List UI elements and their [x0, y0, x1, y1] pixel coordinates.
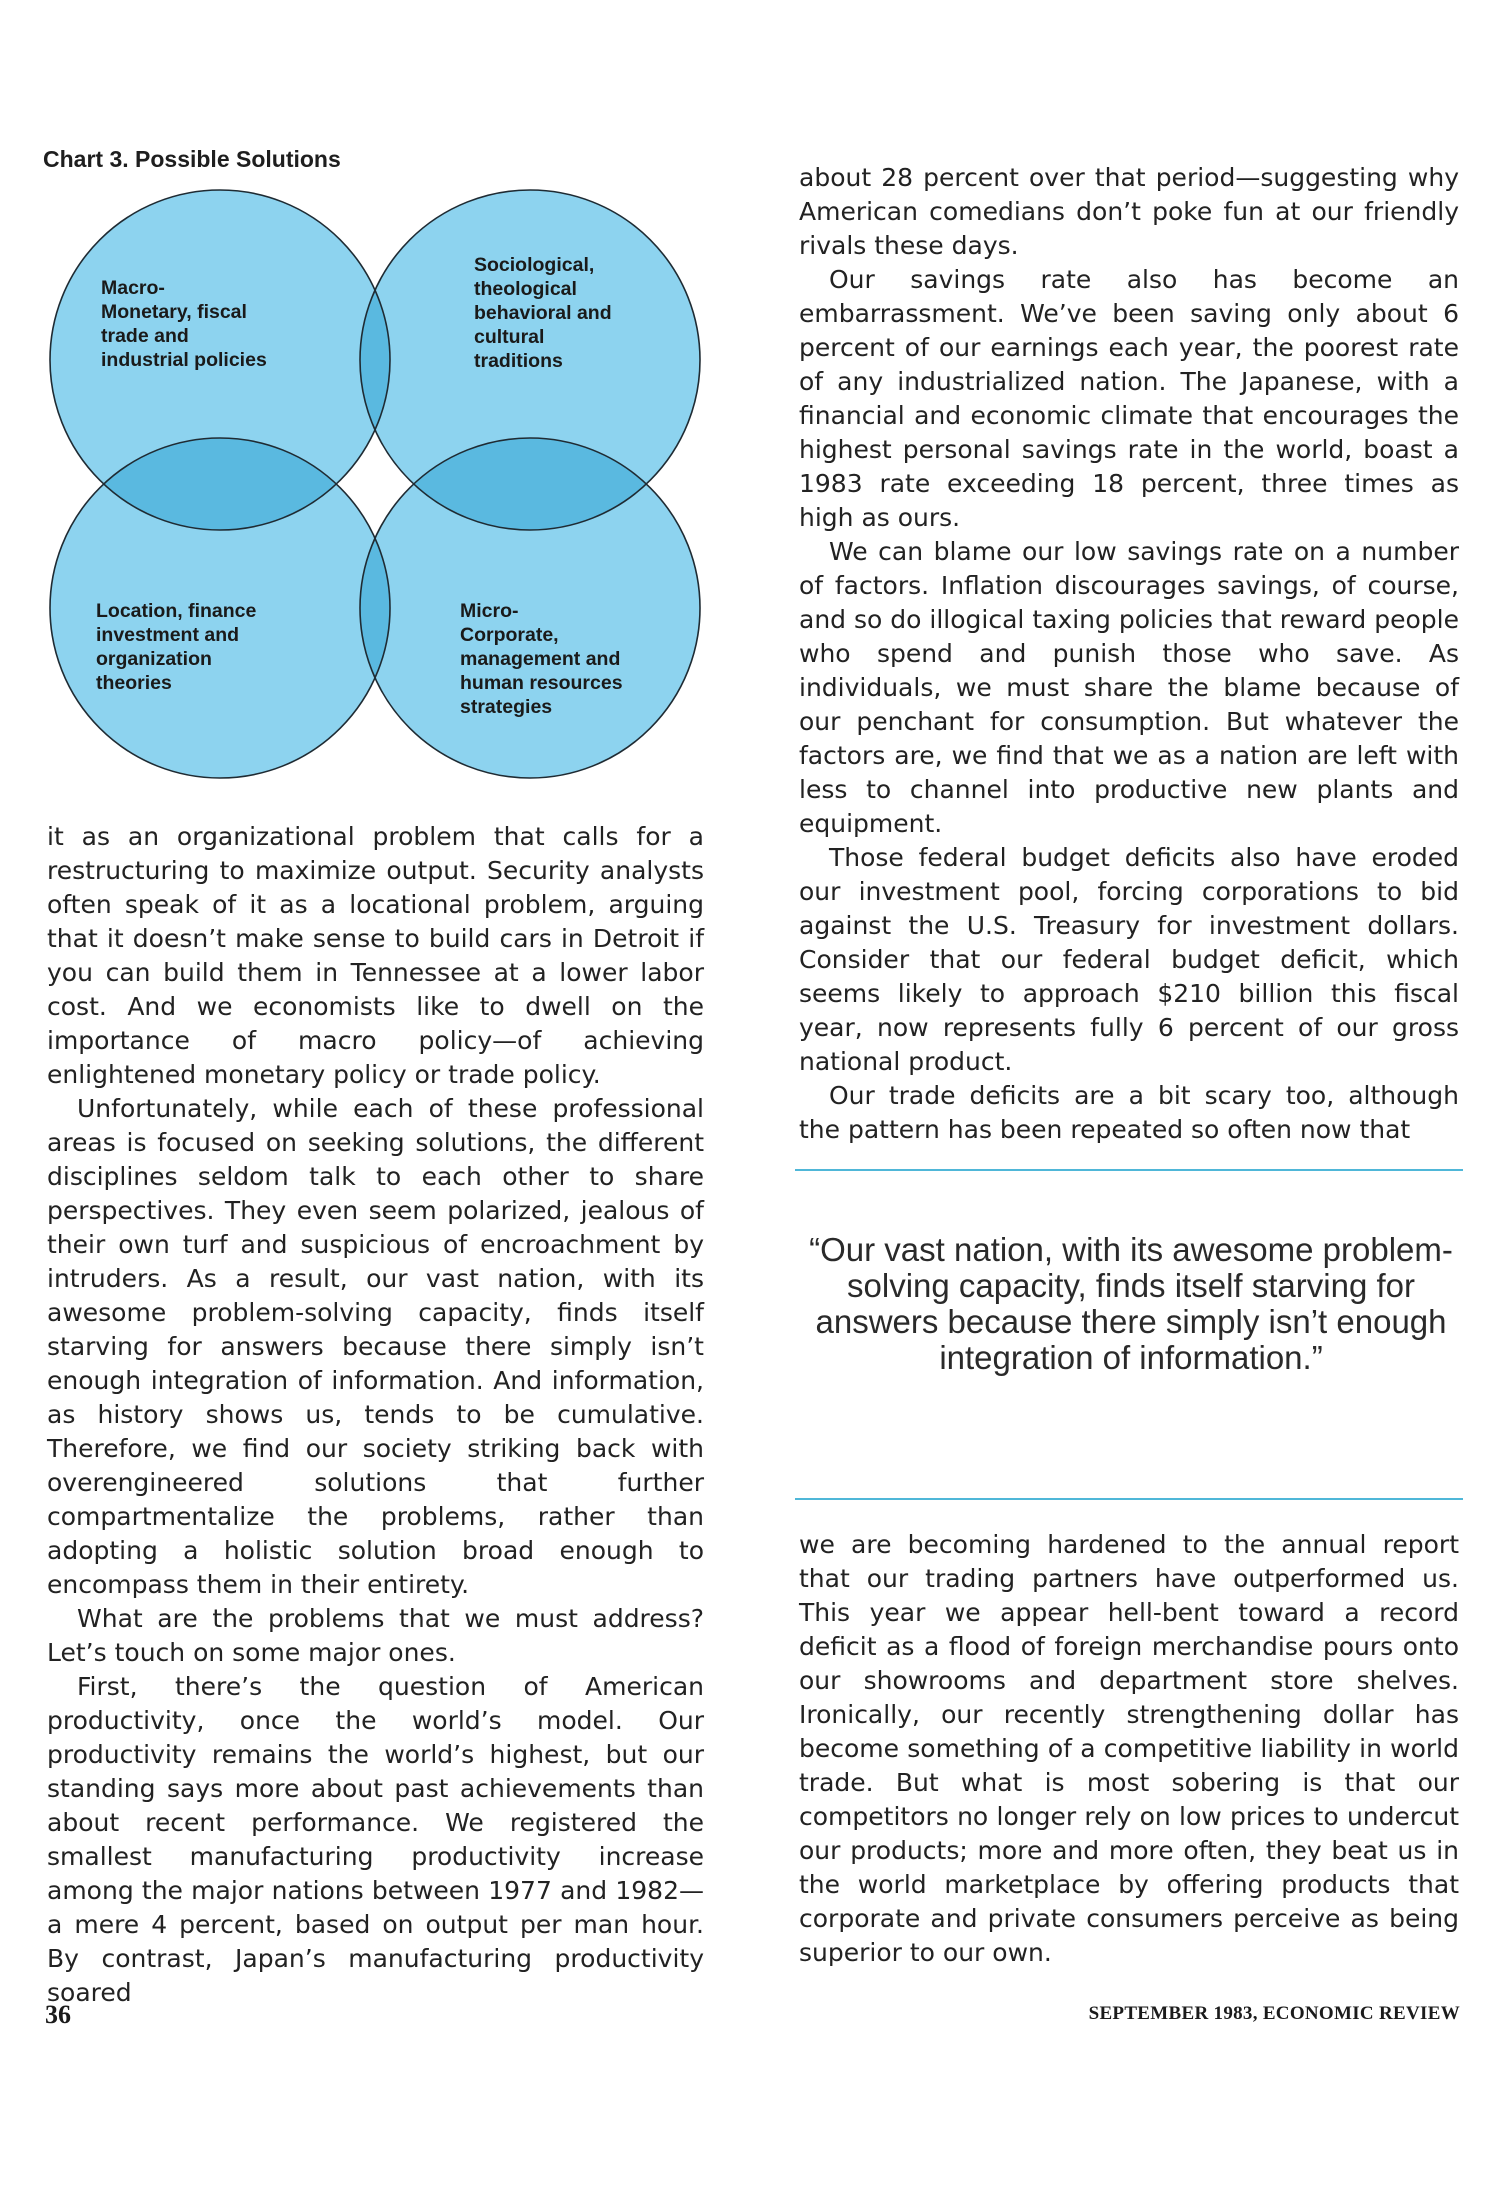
venn-label-line: human resources — [460, 672, 623, 694]
venn-label-line: Monetary, fiscal — [101, 301, 247, 323]
venn-label-line: traditions — [474, 350, 563, 372]
paragraph: we are becoming hardened to the annual report that our trading partners have outperformed us. This year we appear hell-bent toward a record deficit as a flood of foreign merchandise pours onto our showrooms and department store shelves. Ironically, our recently strengthening dollar has become something of a competitive liability in world trade. But what is most sobering is that our competitors no longer rely on low prices to undercut our products; more and more often, they beat us in the world marketplace by offering products that corporate and private consumers perceive as being superior to our own. — [799, 1530, 1459, 1967]
venn-label-line: cultural — [474, 326, 545, 348]
venn-label-line: Micro- — [460, 600, 519, 622]
venn-label-line: management and — [460, 648, 621, 670]
paragraph: about 28 percent over that period—suggesting why American comedians don’t poke fun at our friendly rivals these days. — [799, 163, 1459, 260]
venn-label-line: Location, finance — [96, 600, 257, 622]
paragraph: Unfortunately, while each of these professional areas is focused on seeking solutions, the different disciplines seldom talk to each other to share perspectives. They even seem polarized, jealous of their own turf and suspicious of encroachment by intruders. As a result, our vast nation, with its awesome problem-solving capacity, finds itself starving for answers because there simply isn’t enough integration of information. And information, as history shows us, tends to be cumulative. Therefore, we find our society striking back with overengineered solutions that further compartmentalize the problems, rather than adopting a holistic solution broad enough to encompass them in their entirety. — [47, 1094, 704, 1599]
venn-label-location — [96, 599, 256, 695]
paragraph: Our trade deficits are a bit scary too, although the pattern has been repeated so often now that — [799, 1081, 1459, 1144]
pull-quote: “Our vast nation, with its awesome problem-solving capacity, finds itself starving for answers because there simply isn’t enough integration of information.” — [809, 1231, 1453, 1376]
page-number: 36 — [45, 2000, 71, 2029]
left-column — [47, 820, 704, 2010]
venn-label-line: Macro- — [101, 277, 165, 299]
paragraph: We can blame our low savings rate on a number of factors. Inflation discourages savings, of course, and so do illogical taxing policies that reward people who spend and punish those who save. As individuals, we must share the blame because of our penchant for consumption. But whatever the factors are, we find that we as a nation are left with less to channel into productive new plants and equipment. — [799, 537, 1459, 838]
venn-label-line: Corporate, — [460, 624, 559, 646]
venn-diagram — [30, 175, 730, 795]
venn-label-line: theological — [474, 278, 577, 300]
chart-title: Chart 3. Possible Solutions — [43, 146, 341, 172]
right-column-bottom — [799, 1528, 1459, 1970]
paragraph: What are the problems that we must address? Let’s touch on some major ones. — [47, 1604, 704, 1667]
venn-label-line: strategies — [460, 696, 553, 718]
venn-label-line: trade and — [101, 325, 189, 347]
venn-label-line: investment and — [96, 624, 240, 646]
venn-label-line: industrial policies — [101, 349, 267, 371]
pull-quote-top-rule — [795, 1169, 1463, 1171]
venn-label-line: theories — [96, 672, 172, 694]
venn-label-sociological — [474, 253, 612, 373]
venn-label-line: organization — [96, 648, 212, 670]
venn-label-line: behavioral and — [474, 302, 612, 324]
paragraph: First, there’s the question of American productivity, once the world’s model. Our productivity remains the world’s highest, but our standing says more about past achievements than about recent performance. We registered the smallest manufacturing productivity increase among the major nations between 1977 and 1982—a mere 4 percent, based on output per man hour. By contrast, Japan’s manufacturing productivity soared — [47, 1672, 704, 2007]
paragraph: Our savings rate also has become an embarrassment. We’ve been saving only about 6 percent of our earnings each year, the poorest rate of any industrialized nation. The Japanese, with a financial and economic climate that encourages the highest personal savings rate in the world, boast a 1983 rate exceeding 18 percent, three times as high as ours. — [799, 265, 1459, 532]
venn-label-line: Sociological, — [474, 254, 595, 276]
paragraph: Those federal budget deficits also have eroded our investment pool, forcing corporations to bid against the U.S. Treasury for investment dollars. Consider that our federal budget deficit, which seems likely to approach $210 billion this fiscal year, now represents fully 6 percent of our gross national product. — [799, 843, 1459, 1076]
paragraph: it as an organizational problem that calls for a restructuring to maximize output. Security analysts often speak of it as a locational problem, arguing that it doesn’t make sense to build cars in Detroit if you can build them in Tennessee at a lower labor cost. And we economists like to dwell on the importance of macro policy—of achieving enlightened monetary policy or trade policy. — [47, 822, 704, 1089]
venn-label-macro — [101, 276, 267, 372]
venn-label-micro — [460, 599, 623, 719]
publication-footer: SEPTEMBER 1983, ECONOMIC REVIEW — [1088, 2003, 1460, 2024]
right-column-top — [799, 161, 1459, 1147]
pull-quote-bottom-rule — [795, 1498, 1463, 1500]
